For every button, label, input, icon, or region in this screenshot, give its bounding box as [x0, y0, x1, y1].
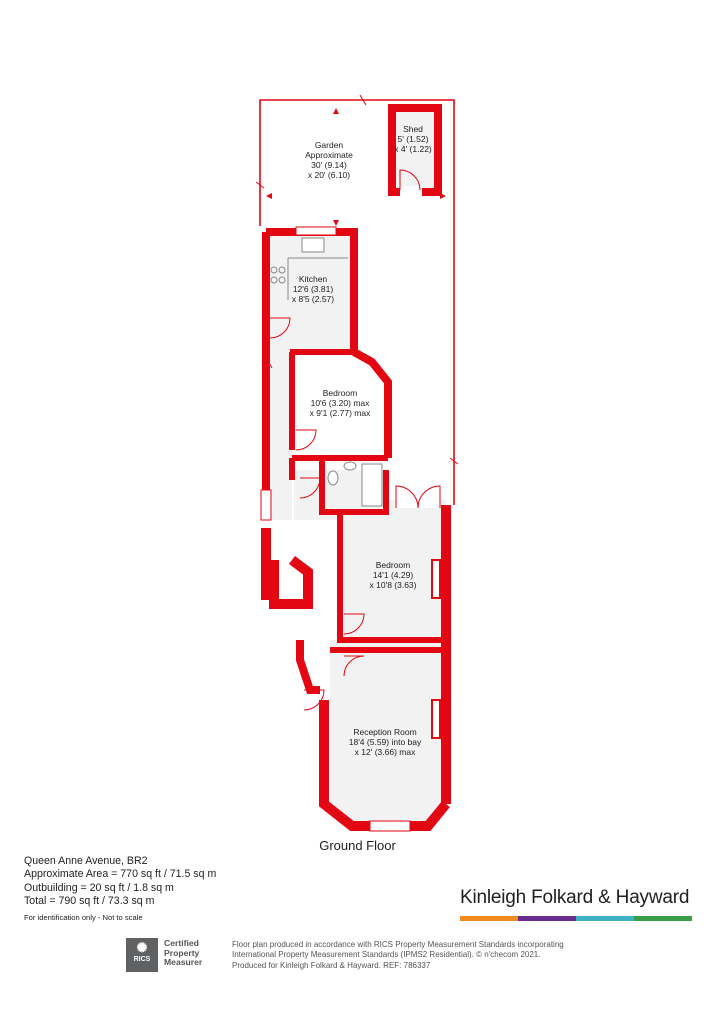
bedroom1-dim: x 9'1 (2.77) max	[309, 408, 371, 418]
scale-note: For identification only - Not to scale	[24, 912, 143, 922]
rics-badge	[126, 938, 158, 972]
hall-window	[261, 490, 271, 520]
address: Queen Anne Avenue, BR2	[24, 855, 148, 867]
kitchen-window	[296, 227, 336, 235]
radiator	[432, 700, 440, 738]
kitchen-dim: 12'6 (3.81)	[292, 284, 334, 294]
brand-bar-orange	[460, 916, 518, 921]
kitchen-dim: x 8'5 (2.57)	[291, 294, 335, 304]
approx-area: Approximate Area = 770 sq ft / 71.5 sq m	[24, 868, 217, 881]
outbuilding-area: Outbuilding = 20 sq ft / 1.8 sq m	[24, 881, 174, 894]
shed-dim: 5' (1.52)	[397, 134, 429, 144]
rics-line: Property	[164, 947, 200, 958]
disclaimer-line: Floor plan produced in accordance with RICS Property Measurement Standards incorporating	[232, 940, 564, 949]
rics-line: Certified	[164, 938, 199, 948]
shed-door-gap	[400, 186, 422, 196]
toilet-icon	[328, 471, 338, 485]
floor-title: Ground Floor	[319, 838, 396, 853]
shed-dim: x 4' (1.22)	[394, 144, 432, 154]
reception-label: Reception Room	[353, 727, 417, 737]
total-area: Total = 790 sq ft / 73.3 sq m	[24, 895, 155, 908]
rics-badge-text: RICS	[133, 956, 151, 963]
shed-label: Shed	[403, 124, 423, 134]
disclaimer-line: International Property Measurement Standards (IPMS2 Residential). © n'checom 2021.	[232, 950, 541, 960]
basin-icon	[344, 462, 356, 470]
disclaimer	[232, 940, 672, 971]
brand-bar-teal	[576, 916, 634, 921]
garden-dim: 30' (9.14)	[311, 160, 347, 170]
rics-cert-text	[164, 939, 202, 968]
garden-label: Garden	[314, 140, 344, 150]
sink-icon	[302, 238, 324, 252]
bay-window	[370, 821, 410, 831]
door-swing	[296, 430, 316, 450]
reception-dim: 18'4 (5.59) into bay	[348, 737, 422, 747]
brand-color-bar	[460, 916, 692, 921]
rics-line: Measurer	[164, 957, 203, 968]
garden-dim: Approximate	[305, 150, 353, 160]
brand-name: Kinleigh Folkard & Hayward	[460, 887, 690, 908]
bedroom1-label: Bedroom	[322, 388, 358, 398]
rics-emblem-icon: ✺	[136, 940, 148, 955]
bedroom1-dim: 10'6 (3.20) max	[310, 398, 370, 408]
bedroom2-label: Bedroom	[375, 560, 411, 570]
disclaimer-line: Produced for Kinleigh Folkard & Hayward. REF: 786337	[232, 960, 431, 970]
garden-dim: x 20' (6.10)	[307, 170, 351, 180]
bedroom2-dim: x 10'8 (3.63)	[369, 580, 417, 590]
bath-icon	[362, 464, 382, 506]
kitchen-label: Kitchen	[298, 274, 328, 284]
reception-dim: x 12' (3.66) max	[354, 747, 416, 757]
area-info	[24, 855, 216, 924]
radiator	[432, 560, 440, 598]
brand-bar-green	[634, 916, 692, 921]
brand-bar-purple	[518, 916, 576, 921]
rics-logo	[126, 938, 224, 972]
bedroom2-dim: 14'1 (4.29)	[372, 570, 414, 580]
